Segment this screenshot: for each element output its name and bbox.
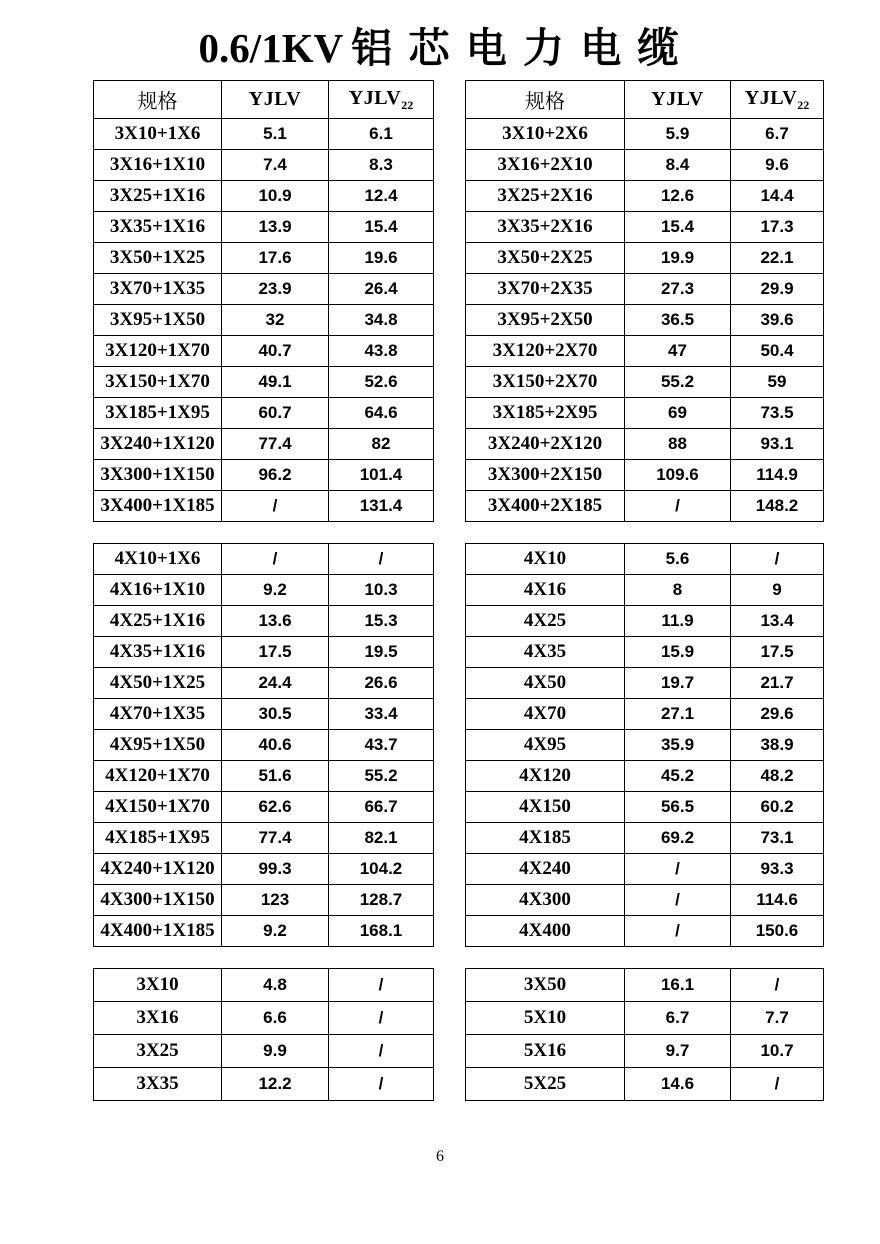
yjlv-value-cell: 17.6 <box>222 243 329 274</box>
yjlv22-value-cell: 6.1 <box>329 119 434 150</box>
yjlv-value-cell: 15.9 <box>625 637 731 668</box>
table-row <box>94 854 434 885</box>
table-row <box>94 367 434 398</box>
spec-cell: 3X95+2X50 <box>466 305 625 336</box>
yjlv-value-cell: 7.4 <box>222 150 329 181</box>
yjlv22-value-cell: 114.9 <box>731 460 824 491</box>
spec-cell: 4X150 <box>466 792 625 823</box>
yjlv22-value-cell: 66.7 <box>329 792 434 823</box>
yjlv-value-cell: 96.2 <box>222 460 329 491</box>
spec-header-cell: 规格 <box>94 81 222 119</box>
spec-cell: 3X25+1X16 <box>94 181 222 212</box>
table-row <box>94 730 434 761</box>
table-row <box>466 429 824 460</box>
yjlv-value-cell: 40.6 <box>222 730 329 761</box>
yjlv22-value-cell: 52.6 <box>329 367 434 398</box>
spec-cell: 4X185+1X95 <box>94 823 222 854</box>
yjlv-value-cell: / <box>625 916 731 947</box>
spec-cell: 4X150+1X70 <box>94 792 222 823</box>
table-row <box>94 792 434 823</box>
yjlv22-value-cell: 19.6 <box>329 243 434 274</box>
yjlv22-header-cell: $YJLV_{22}$ <box>731 81 824 119</box>
table-row <box>94 699 434 730</box>
table-row <box>466 243 824 274</box>
yjlv22-value-cell: 17.3 <box>731 212 824 243</box>
spec-cell: 4X70 <box>466 699 625 730</box>
table-row <box>466 181 824 212</box>
spec-cell: 3X400+2X185 <box>466 491 625 522</box>
yjlv-value-cell: 9.9 <box>222 1035 329 1068</box>
yjlv22-value-cell: 7.7 <box>731 1002 824 1035</box>
table-row <box>466 274 824 305</box>
yjlv-value-cell: / <box>222 491 329 522</box>
yjlv22-value-cell: 73.5 <box>731 398 824 429</box>
page-title-cjk: 铝 芯 电 力 电 缆 <box>351 25 682 71</box>
spec-cell: 3X25+2X16 <box>466 181 625 212</box>
yjlv22-value-cell: 82 <box>329 429 434 460</box>
yjlv-value-cell: 12.2 <box>222 1068 329 1101</box>
table-row <box>466 544 824 575</box>
yjlv22-value-cell: 26.4 <box>329 274 434 305</box>
table-row <box>466 730 824 761</box>
spec-cell: 3X240+2X120 <box>466 429 625 460</box>
yjlv22-value-cell: / <box>731 544 824 575</box>
spec-cell: 4X70+1X35 <box>94 699 222 730</box>
cable-spec-table <box>465 80 824 522</box>
table-row <box>94 916 434 947</box>
cable-spec-table <box>93 80 434 522</box>
yjlv22-value-cell: 50.4 <box>731 336 824 367</box>
yjlv-value-cell: 19.9 <box>625 243 731 274</box>
yjlv-header-cell: YJLV <box>222 81 329 119</box>
yjlv-value-cell: 11.9 <box>625 606 731 637</box>
yjlv-value-cell: / <box>625 885 731 916</box>
yjlv22-value-cell: 9 <box>731 575 824 606</box>
yjlv-value-cell: 49.1 <box>222 367 329 398</box>
spec-cell: 3X400+1X185 <box>94 491 222 522</box>
yjlv22-value-cell: / <box>731 1068 824 1101</box>
spec-cell: 3X300+1X150 <box>94 460 222 491</box>
yjlv-value-cell: 45.2 <box>625 761 731 792</box>
table-row <box>466 150 824 181</box>
spec-cell: 4X240+1X120 <box>94 854 222 885</box>
yjlv22-value-cell: 22.1 <box>731 243 824 274</box>
yjlv22-value-cell: 82.1 <box>329 823 434 854</box>
yjlv-value-cell: 9.7 <box>625 1035 731 1068</box>
yjlv22-value-cell: 6.7 <box>731 119 824 150</box>
table-row <box>466 1068 824 1101</box>
table-row <box>466 575 824 606</box>
table-row <box>94 181 434 212</box>
yjlv22-value-cell: / <box>329 544 434 575</box>
yjlv-value-cell: 27.1 <box>625 699 731 730</box>
header-row <box>94 81 434 119</box>
spec-cell: 4X10 <box>466 544 625 575</box>
yjlv22-value-cell: 148.2 <box>731 491 824 522</box>
yjlv22-value-cell: 17.5 <box>731 637 824 668</box>
yjlv-value-cell: 13.9 <box>222 212 329 243</box>
yjlv-value-cell: 15.4 <box>625 212 731 243</box>
subscript: 22 <box>401 97 414 112</box>
spec-cell: 3X120+1X70 <box>94 336 222 367</box>
yjlv-value-cell: 51.6 <box>222 761 329 792</box>
spec-cell: 3X10+1X6 <box>94 119 222 150</box>
spec-cell: 3X16+1X10 <box>94 150 222 181</box>
table-row <box>466 699 824 730</box>
yjlv22-value-cell: 104.2 <box>329 854 434 885</box>
yjlv-value-cell: 35.9 <box>625 730 731 761</box>
yjlv22-value-cell: 26.6 <box>329 668 434 699</box>
yjlv22-value-cell: 29.6 <box>731 699 824 730</box>
yjlv-value-cell: 12.6 <box>625 181 731 212</box>
spec-cell: 4X35 <box>466 637 625 668</box>
yjlv-value-cell: 23.9 <box>222 274 329 305</box>
spec-cell: 3X10+2X6 <box>466 119 625 150</box>
table-row <box>94 150 434 181</box>
yjlv-value-cell: 13.6 <box>222 606 329 637</box>
spec-cell: 3X16+2X10 <box>466 150 625 181</box>
yjlv22-value-cell: 168.1 <box>329 916 434 947</box>
table-row <box>94 398 434 429</box>
spec-cell: 4X95+1X50 <box>94 730 222 761</box>
yjlv-value-cell: / <box>222 544 329 575</box>
table-row <box>466 119 824 150</box>
yjlv22-value-cell: / <box>329 1068 434 1101</box>
spec-cell: 3X150+2X70 <box>466 367 625 398</box>
yjlv22-value-cell: 19.5 <box>329 637 434 668</box>
yjlv22-value-cell: 15.3 <box>329 606 434 637</box>
table-row <box>94 823 434 854</box>
page-title-prefix: 0.6/1KV <box>198 25 344 71</box>
spec-cell: 3X25 <box>94 1035 222 1068</box>
yjlv-value-cell: / <box>625 491 731 522</box>
yjlv22-value-cell: 128.7 <box>329 885 434 916</box>
yjlv22-value-cell: 150.6 <box>731 916 824 947</box>
yjlv-value-cell: 69 <box>625 398 731 429</box>
yjlv-value-cell: 109.6 <box>625 460 731 491</box>
spec-cell: 4X120 <box>466 761 625 792</box>
yjlv-value-cell: 5.9 <box>625 119 731 150</box>
table-row <box>466 491 824 522</box>
spec-cell: 4X95 <box>466 730 625 761</box>
yjlv22-value-cell: 55.2 <box>329 761 434 792</box>
spec-cell: 4X35+1X16 <box>94 637 222 668</box>
spec-cell: 3X150+1X70 <box>94 367 222 398</box>
yjlv-header-cell: YJLV <box>625 81 731 119</box>
spec-cell: 4X10+1X6 <box>94 544 222 575</box>
yjlv22-value-cell: 43.8 <box>329 336 434 367</box>
yjlv-value-cell: 24.4 <box>222 668 329 699</box>
yjlv-value-cell: 77.4 <box>222 429 329 460</box>
yjlv22-value-cell: / <box>329 969 434 1002</box>
table-row <box>466 1002 824 1035</box>
yjlv-value-cell: 9.2 <box>222 575 329 606</box>
yjlv-value-cell: 8.4 <box>625 150 731 181</box>
table-row <box>94 429 434 460</box>
yjlv22-value-cell: 9.6 <box>731 150 824 181</box>
left-table-column <box>93 80 430 1101</box>
yjlv22-value-cell: 43.7 <box>329 730 434 761</box>
right-table-column <box>465 80 820 1101</box>
table-row <box>466 916 824 947</box>
yjlv22-value-cell: 93.1 <box>731 429 824 460</box>
table-row <box>94 885 434 916</box>
yjlv22-value-cell: 12.4 <box>329 181 434 212</box>
spec-cell: 4X300+1X150 <box>94 885 222 916</box>
yjlv-value-cell: 16.1 <box>625 969 731 1002</box>
table-row <box>94 637 434 668</box>
cable-spec-table <box>93 968 434 1101</box>
table-row <box>94 668 434 699</box>
yjlv22-value-cell: 114.6 <box>731 885 824 916</box>
spec-cell: 3X16 <box>94 1002 222 1035</box>
yjlv-value-cell: 40.7 <box>222 336 329 367</box>
yjlv-value-cell: 6.7 <box>625 1002 731 1035</box>
yjlv-value-cell: 6.6 <box>222 1002 329 1035</box>
yjlv-value-cell: 55.2 <box>625 367 731 398</box>
yjlv-value-cell: 30.5 <box>222 699 329 730</box>
yjlv-value-cell: 36.5 <box>625 305 731 336</box>
spec-cell: 4X400+1X185 <box>94 916 222 947</box>
yjlv-value-cell: 27.3 <box>625 274 731 305</box>
spec-header-cell: 规格 <box>466 81 625 119</box>
yjlv-value-cell: 19.7 <box>625 668 731 699</box>
yjlv-value-cell: 99.3 <box>222 854 329 885</box>
yjlv22-value-cell: / <box>329 1002 434 1035</box>
yjlv22-value-cell: 10.3 <box>329 575 434 606</box>
spec-cell: 3X50+1X25 <box>94 243 222 274</box>
cable-spec-table <box>93 543 434 947</box>
table-row <box>466 792 824 823</box>
table-row <box>94 305 434 336</box>
spec-cell: 4X25+1X16 <box>94 606 222 637</box>
table-row <box>466 969 824 1002</box>
table-row <box>466 668 824 699</box>
table-row <box>466 637 824 668</box>
table-row <box>94 243 434 274</box>
table-row <box>466 367 824 398</box>
table-row <box>94 274 434 305</box>
spec-cell: 3X300+2X150 <box>466 460 625 491</box>
yjlv22-value-cell: 8.3 <box>329 150 434 181</box>
spec-cell: 4X16 <box>466 575 625 606</box>
yjlv-value-cell: 62.6 <box>222 792 329 823</box>
yjlv22-value-cell: 60.2 <box>731 792 824 823</box>
page-title <box>0 0 880 71</box>
yjlv22-value-cell: 73.1 <box>731 823 824 854</box>
yjlv-value-cell: 8 <box>625 575 731 606</box>
spec-cell: 4X120+1X70 <box>94 761 222 792</box>
spec-cell: 3X50+2X25 <box>466 243 625 274</box>
yjlv-value-cell: 88 <box>625 429 731 460</box>
spec-cell: 3X185+2X95 <box>466 398 625 429</box>
yjlv-value-cell: 56.5 <box>625 792 731 823</box>
yjlv22-value-cell: / <box>329 1035 434 1068</box>
yjlv22-value-cell: 10.7 <box>731 1035 824 1068</box>
yjlv22-value-cell: 34.8 <box>329 305 434 336</box>
spec-cell: 3X10 <box>94 969 222 1002</box>
table-row <box>466 398 824 429</box>
spec-cell: 3X35+2X16 <box>466 212 625 243</box>
table-row <box>94 119 434 150</box>
yjlv-value-cell: 69.2 <box>625 823 731 854</box>
yjlv22-value-cell: 21.7 <box>731 668 824 699</box>
spec-cell: 4X185 <box>466 823 625 854</box>
yjlv22-value-cell: / <box>731 969 824 1002</box>
yjlv22-header-cell: $YJLV_{22}$ <box>329 81 434 119</box>
yjlv-value-cell: 5.1 <box>222 119 329 150</box>
spec-cell: 3X120+2X70 <box>466 336 625 367</box>
table-row <box>94 575 434 606</box>
table-row <box>94 460 434 491</box>
yjlv-value-cell: 9.2 <box>222 916 329 947</box>
table-row <box>94 336 434 367</box>
table-row <box>466 885 824 916</box>
yjlv22-value-cell: 33.4 <box>329 699 434 730</box>
table-row <box>94 761 434 792</box>
yjlv22-value-cell: 59 <box>731 367 824 398</box>
yjlv-value-cell: 4.8 <box>222 969 329 1002</box>
spec-cell: 5X10 <box>466 1002 625 1035</box>
spec-cell: 4X400 <box>466 916 625 947</box>
yjlv-value-cell: 47 <box>625 336 731 367</box>
spec-cell: 3X185+1X95 <box>94 398 222 429</box>
spec-cell: 5X16 <box>466 1035 625 1068</box>
yjlv22-value-cell: 14.4 <box>731 181 824 212</box>
table-row <box>94 544 434 575</box>
yjlv-value-cell: 5.6 <box>625 544 731 575</box>
yjlv22-value-cell: 38.9 <box>731 730 824 761</box>
table-row <box>466 305 824 336</box>
spec-cell: 4X25 <box>466 606 625 637</box>
spec-cell: 5X25 <box>466 1068 625 1101</box>
table-row <box>466 1035 824 1068</box>
header-row <box>466 81 824 119</box>
spec-cell: 3X35+1X16 <box>94 212 222 243</box>
spec-cell: 4X50+1X25 <box>94 668 222 699</box>
yjlv-value-cell: 17.5 <box>222 637 329 668</box>
table-row <box>466 854 824 885</box>
table-row <box>466 336 824 367</box>
spec-cell: 3X95+1X50 <box>94 305 222 336</box>
table-row <box>94 212 434 243</box>
spec-cell: 3X50 <box>466 969 625 1002</box>
yjlv22-value-cell: 48.2 <box>731 761 824 792</box>
yjlv22-value-cell: 13.4 <box>731 606 824 637</box>
yjlv22-value-cell: 64.6 <box>329 398 434 429</box>
table-row <box>466 761 824 792</box>
yjlv-value-cell: 60.7 <box>222 398 329 429</box>
table-row <box>94 1035 434 1068</box>
yjlv22-value-cell: 101.4 <box>329 460 434 491</box>
table-row <box>466 212 824 243</box>
yjlv22-value-cell: 131.4 <box>329 491 434 522</box>
page-number: 6 <box>436 1148 444 1165</box>
table-row <box>94 1068 434 1101</box>
spec-cell: 4X50 <box>466 668 625 699</box>
table-row <box>94 491 434 522</box>
yjlv-value-cell: 77.4 <box>222 823 329 854</box>
table-row <box>94 1002 434 1035</box>
spec-cell: 4X16+1X10 <box>94 575 222 606</box>
spec-cell: 4X300 <box>466 885 625 916</box>
yjlv22-value-cell: 93.3 <box>731 854 824 885</box>
yjlv-value-cell: 14.6 <box>625 1068 731 1101</box>
spec-cell: 3X70+1X35 <box>94 274 222 305</box>
yjlv22-value-cell: 29.9 <box>731 274 824 305</box>
table-columns <box>93 80 880 1101</box>
spec-cell: 3X70+2X35 <box>466 274 625 305</box>
table-row <box>466 823 824 854</box>
subscript: 22 <box>797 97 810 112</box>
yjlv-value-cell: / <box>625 854 731 885</box>
table-row <box>466 460 824 491</box>
table-row <box>466 606 824 637</box>
yjlv-value-cell: 32 <box>222 305 329 336</box>
yjlv-value-cell: 123 <box>222 885 329 916</box>
spec-cell: 3X240+1X120 <box>94 429 222 460</box>
yjlv-value-cell: 10.9 <box>222 181 329 212</box>
yjlv22-value-cell: 15.4 <box>329 212 434 243</box>
table-row <box>94 606 434 637</box>
spec-cell: 3X35 <box>94 1068 222 1101</box>
table-row <box>94 969 434 1002</box>
yjlv22-value-cell: 39.6 <box>731 305 824 336</box>
cable-spec-table <box>465 543 824 947</box>
cable-spec-table <box>465 968 824 1101</box>
spec-cell: 4X240 <box>466 854 625 885</box>
